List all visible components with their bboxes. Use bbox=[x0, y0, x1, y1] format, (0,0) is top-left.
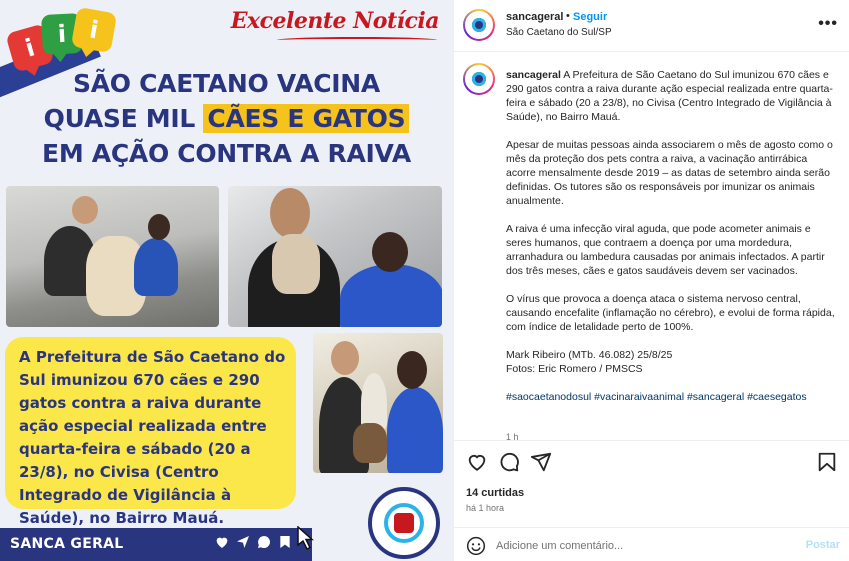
caption-paragraph-3: A raiva é uma infecção viral aguda, que pode acometer animais e seres humanos, que contraem a doença por uma mordedura, arranhadura ou lambedura causadas por animais infectados. A partir dos três meses, cães e gatos saudáveis devem ser vacinados. bbox=[506, 223, 825, 277]
photo-head bbox=[372, 232, 408, 272]
photo-vet bbox=[134, 238, 178, 296]
caption-hashtags[interactable]: #saocaetanodosul #vacinaraivaanimal #sancageral #caesegatos bbox=[506, 391, 807, 403]
separator-dot: • bbox=[566, 10, 570, 22]
likes-count[interactable]: 14 curtidas bbox=[466, 487, 525, 499]
follow-button[interactable]: Seguir bbox=[573, 11, 608, 23]
caption-text bbox=[506, 68, 836, 418]
photo-head bbox=[397, 351, 427, 389]
sanca-geral-logo bbox=[368, 487, 440, 559]
footer-icons bbox=[214, 534, 293, 550]
tagline: Excelente Notícia bbox=[230, 8, 439, 34]
post-panel bbox=[453, 0, 849, 561]
post-actions bbox=[454, 440, 849, 561]
caption-scroll-area[interactable] bbox=[454, 53, 849, 440]
headline bbox=[0, 66, 453, 171]
caption-credits: Mark Ribeiro (MTb. 46.082) 25/8/25 Fotos: Eric Romero / PMSCS bbox=[506, 349, 673, 375]
headline-line-3: EM AÇÃO CONTRA A RAIVA bbox=[42, 139, 411, 168]
comment-bar bbox=[454, 527, 849, 561]
author-username[interactable]: sancageral bbox=[506, 11, 564, 23]
caption-time: 1 h bbox=[506, 432, 519, 440]
heart-icon bbox=[214, 534, 230, 550]
share-send-icon[interactable] bbox=[530, 451, 552, 473]
photo-head bbox=[331, 341, 359, 375]
photo-vet bbox=[387, 387, 443, 473]
footer-brand: SANCA GERAL bbox=[10, 536, 124, 552]
author-avatar[interactable] bbox=[463, 9, 495, 41]
caption-paragraph-2: Apesar de muitas pessoas ainda associarem o mês de agosto como o mês da proteção dos pets contra a raiva, a vacinação antirrábica acorre mensalmente desde 2019 – as datas de setembro ainda serão definidas. Os tutores são os responsáveis por imunizar os animais anualmente. bbox=[506, 139, 833, 207]
comment-icon bbox=[256, 534, 272, 550]
headline-line-2: QUASE MIL CÃES E GATOS bbox=[0, 101, 453, 136]
photo-head bbox=[270, 188, 310, 238]
post-comment-button[interactable]: Postar bbox=[805, 539, 840, 551]
comment-bubble-icon[interactable] bbox=[498, 451, 520, 473]
caption-paragraph-1: sancageral A Prefeitura de São Caetano do Sul imunizou 670 cães e 290 gatos contra a raiva durante ação especial realizada entre quarta-feira e sábado (20 a 23/8), no Civisa (Centro Integrado de Vigilância à Saúde), no Bairro Mauá. bbox=[506, 69, 833, 123]
send-icon bbox=[235, 534, 251, 550]
save-bookmark-icon[interactable] bbox=[816, 451, 838, 473]
caption-username[interactable]: sancageral bbox=[506, 69, 561, 81]
photo-vaccination-dog-2 bbox=[313, 333, 443, 473]
photo-dog bbox=[353, 423, 387, 463]
exclamation-bubble-yellow: i bbox=[71, 7, 117, 53]
photo-head bbox=[148, 214, 170, 240]
info-box: A Prefeitura de São Caetano do Sul imunizou 670 cães e 290 gatos contra a raiva durante ação especial realizada entre quarta-feira e sábado (20 a 23/8), no Civisa (Centro Integrado de Vigilância à Saúde), no Bairro Mauá. bbox=[5, 337, 296, 509]
headline-line-1: SÃO CAETANO VACINA bbox=[73, 69, 380, 98]
logo-crest bbox=[394, 513, 414, 533]
footer-bar bbox=[0, 528, 312, 561]
emoji-icon[interactable] bbox=[466, 536, 486, 556]
mouse-cursor-icon bbox=[297, 526, 315, 556]
post-location[interactable]: São Caetano do Sul/SP bbox=[506, 27, 612, 38]
post-header bbox=[454, 0, 849, 52]
photo-cat bbox=[272, 234, 320, 294]
post-age: há 1 hora bbox=[466, 503, 505, 513]
caption-avatar[interactable] bbox=[463, 63, 495, 95]
tagline-underline bbox=[277, 37, 437, 43]
more-options-icon[interactable]: ••• bbox=[818, 15, 838, 32]
comment-input[interactable] bbox=[496, 536, 786, 556]
photo-vaccination-dog bbox=[6, 186, 219, 327]
like-heart-icon[interactable] bbox=[466, 451, 488, 473]
photo-head bbox=[72, 196, 98, 224]
exclamation-bubble-red: i bbox=[5, 23, 54, 72]
photo-vaccination-cat bbox=[228, 186, 442, 327]
exclamation-bubble-green: i bbox=[41, 13, 83, 55]
headline-highlight: CÃES E GATOS bbox=[203, 104, 409, 133]
photo-vet bbox=[340, 264, 442, 327]
caption-paragraph-4: O vírus que provoca a doença ataca o sistema nervoso central, causando encefalite (inflamação no cérebro), e evolui de forma rápida, com índice de letalidade perto de 100%. bbox=[506, 293, 835, 333]
bookmark-icon bbox=[277, 534, 293, 550]
